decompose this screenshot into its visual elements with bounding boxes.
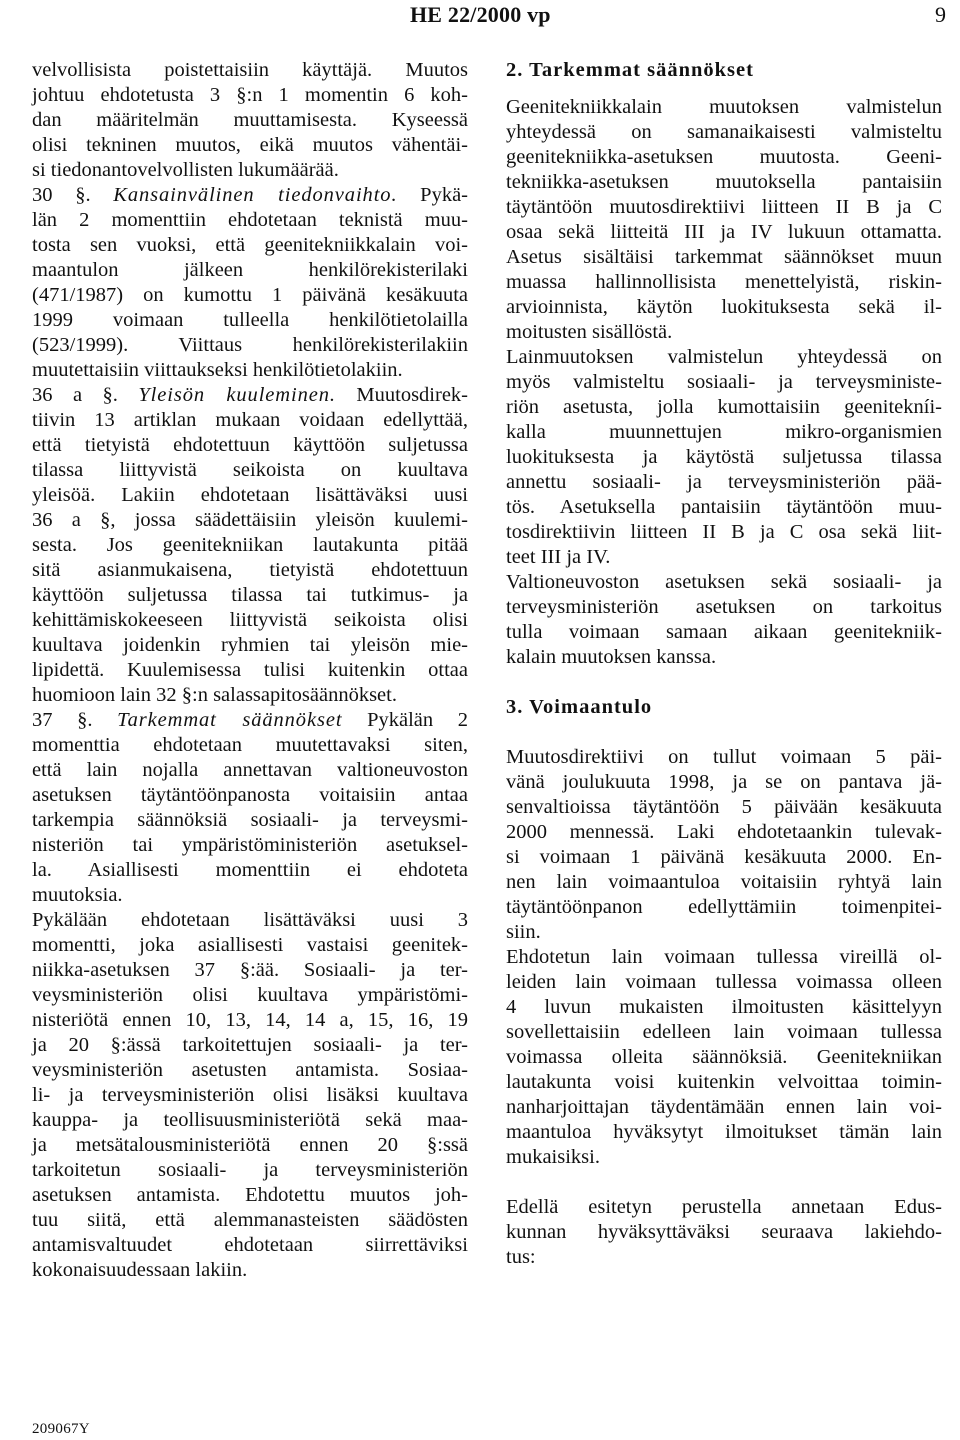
text-line: tilassa liittyvistä seikoista on kuultava <box>32 459 468 481</box>
text-line: tosta sen vuoksi, että geenitekniikkalain voi- <box>32 234 468 256</box>
section-spacer <box>506 670 942 695</box>
text-line: täytäntöönpanon edellyttämiin toimenpitei- <box>506 896 942 918</box>
text-line <box>32 708 468 733</box>
section-spacer <box>506 1170 942 1195</box>
text-line: kalain muutoksen kanssa. <box>506 646 717 668</box>
text-line: senvaltioissa täytäntöön 5 päivään kesäkuuta <box>506 796 942 818</box>
page-header <box>0 2 960 34</box>
text-line: momenttia ehdotetaan muutettavaksi siten, <box>32 734 468 756</box>
text-line: (523/1999). Viittaus henkilörekisterilakiin <box>32 334 468 356</box>
text-line: Valtioneuvoston asetuksen sekä sosiaali- ja <box>506 571 942 593</box>
text-line: nen lain voimaantuloa voitaisiin ryhtyä lain <box>506 871 942 893</box>
text-line: arvioinnista, käytön luokituksesta sekä il- <box>506 296 942 318</box>
text-line: tarkempia säännöksiä sosiaali- ja terveysmi- <box>32 809 468 831</box>
text-line: (471/1987) on kumottu 1 päivänä kesäkuuta <box>32 284 468 306</box>
print-code: 209067Y <box>32 1421 90 1437</box>
text-line: sovellettaisiin edelleen lain voimaan tullessa <box>506 1021 942 1043</box>
text-line: 2000 mennessä. Laki ehdotetaankin tulevak- <box>506 821 942 843</box>
section-spacer <box>506 83 942 95</box>
text-line: 1999 voimaan tulleella henkilötietolailla <box>32 309 468 331</box>
text-line: että tietyistä ehdotettuun käyttöön suljetussa <box>32 434 468 456</box>
text-line: velvollisista poistettaisiin käyttäjä. Muutos <box>32 59 468 81</box>
text-line: kuultava joidenkin ryhmien tai yleisön mie- <box>32 634 468 656</box>
text-line: kokonaisuudessaan lakiin. <box>32 1259 248 1281</box>
text-line: Geenitekniikkalain muutoksen valmistelun <box>506 96 942 118</box>
text-line: veysministeriön olisi kuultava ympäristömi- <box>32 984 468 1006</box>
text-line: käyttöön suljetussa tilassa tai tutkimus- ja <box>32 584 468 606</box>
section-heading-voimaantulo: 3. Voimaantulo <box>506 696 653 718</box>
text-line: vänä joulukuuta 1998, ja se on pantava jä- <box>506 771 942 793</box>
text-line: Asetus sisältäisi tarkemmat säännökset muun <box>506 246 942 268</box>
text-line: sitä asianmukaisena, tietyistä ehdotettuun <box>32 559 468 581</box>
text-line: tosdirektiivin liitteen II B ja C osa sekä liit- <box>506 521 942 543</box>
text-line: geenitekniikka-asetuksen muutosta. Geeni- <box>506 146 942 168</box>
section-title-italic: Tarkemmat säännökset <box>117 709 343 731</box>
section-title-italic: Kansainvälinen tiedonvaihto. <box>113 184 398 206</box>
text-line: Edellä esitetyn perustella annetaan Edus- <box>506 1196 942 1218</box>
text-line: asetuksen antamista. Ehdotettu muutos joh- <box>32 1184 468 1206</box>
text-line: si tiedonantovelvollisten lukumäärää. <box>32 159 339 181</box>
text-line: leiden lain voimaan tullessa voimassa olleen <box>506 971 942 993</box>
text-line: nisteriötä ennen 10, 13, 14, 14 a, 15, 16, 19 <box>32 1009 468 1031</box>
text-line: 4 luvun mukaisten ilmoitusten käsittelyyn <box>506 996 942 1018</box>
text-line: johtuu ehdotetusta 3 §:n 1 momentin 6 koh- <box>32 84 468 106</box>
text-line: Ehdotetun lain voimaan tullessa vireillä ol- <box>506 946 942 968</box>
text-line: tarkoitetun sosiaali- ja terveysministeriön <box>32 1159 468 1181</box>
text-line: teet III ja IV. <box>506 546 611 568</box>
text-line: kunnan hyväksyttäväksi seuraava lakiehdo- <box>506 1221 942 1243</box>
text-line: yleisöä. Lakiin ehdotetaan lisättäväksi uusi <box>32 484 468 506</box>
text-segment: Pykälän 2 <box>342 709 469 731</box>
page-number: 9 <box>935 2 946 27</box>
section-heading-tarkemmat-saannokset: 2. Tarkemmat säännökset <box>506 59 754 81</box>
text-line: Pykälään ehdotetaan lisättäväksi uusi 3 <box>32 909 468 931</box>
text-line: muutettaisiin viittaukseksi henkilötietolakiin. <box>32 359 403 381</box>
right-text-column <box>506 58 942 1270</box>
text-line: momentti, joka asiallisesti vastaisi geenitek- <box>32 934 468 956</box>
left-text-column <box>32 58 468 1283</box>
text-line: kehittämiskokeeseen liittyvistä seikoista olisi <box>32 609 468 631</box>
text-line: si voimaan 1 päivänä kesäkuuta 2000. En- <box>506 846 942 868</box>
text-segment: 30 §. <box>32 184 114 206</box>
text-line: olisi tekninen muutos, eikä muutos vähentäi- <box>32 134 468 156</box>
text-line: lautakunta voisi kuitenkin velvoittaa toimin- <box>506 1071 942 1093</box>
text-line: 36 a §, jossa säädettäisiin yleisön kuulemi- <box>32 509 468 531</box>
text-line: moitusten sisällöstä. <box>506 321 673 343</box>
section-spacer <box>506 720 942 745</box>
text-line: la. Asiallisesti momenttiin ei ehdoteta <box>32 859 468 881</box>
text-line: siin. <box>506 921 541 943</box>
text-line: lipidettä. Kuulemisessa tulisi kuitenkin ottaa <box>32 659 468 681</box>
text-line: li- ja terveysministeriön olisi lisäksi kuultava <box>32 1084 468 1106</box>
text-line: kalla muunnettujen mikro-organismien <box>506 421 942 443</box>
text-line: sesta. Jos geenitekniikan lautakunta pitää <box>32 534 468 556</box>
text-line: huomioon lain 32 §:n salassapitosäännökset. <box>32 684 397 706</box>
text-line: riön asetusta, jolla kumottaisiin geenitekníi- <box>506 396 942 418</box>
text-line: osaa sekä liitteitä III ja IV lukuun ottamatta. <box>506 221 942 243</box>
text-line: maantuloa hyväksytyt ilmoitukset tämän lain <box>506 1121 942 1143</box>
text-line: dan määritelmän muuttamisesta. Kyseessä <box>32 109 468 131</box>
text-line: muutoksia. <box>32 884 123 906</box>
text-line: terveysministeriön asetuksen on tarkoitus <box>506 596 942 618</box>
text-line: myös valmisteltu sosiaali- ja terveysministe- <box>506 371 942 393</box>
text-line: tuu siitä, että alemmanasteisten säädösten <box>32 1209 468 1231</box>
text-line <box>32 383 468 408</box>
text-line: tiivin 13 artiklan mukaan voidaan edellyttää, <box>32 409 468 431</box>
text-line: yhteydessä on samanaikaisesti valmisteltu <box>506 121 942 143</box>
closing-paragraph <box>506 1195 942 1270</box>
text-line: annettu sosiaali- ja terveysministeriön pää- <box>506 471 942 493</box>
text-line: Lainmuutoksen valmistelun yhteydessä on <box>506 346 942 368</box>
text-line: maantulon jälkeen henkilörekisterilaki <box>32 259 468 281</box>
text-line: täytäntöön muutosdirektiivi liitteen II B ja C <box>506 196 942 218</box>
text-segment: 36 a §. <box>32 384 139 406</box>
text-segment: 37 §. <box>32 709 118 731</box>
text-line: asetuksen täytäntöönpanosta voitaisiin antaa <box>32 784 468 806</box>
section-3-body <box>506 745 942 1170</box>
text-line <box>32 183 468 208</box>
text-line: tulla voimaan samaan aikaan geenitekniik- <box>506 621 942 643</box>
section-title-italic: Yleisön kuuleminen. <box>138 384 336 406</box>
text-line: niikka-asetuksen 37 §:ää. Sosiaali- ja ter- <box>32 959 468 981</box>
text-line: kauppa- ja teollisuusministeriötä sekä maa- <box>32 1109 468 1131</box>
text-segment: Muutosdirek- <box>335 384 468 406</box>
text-line: Muutosdirektiivi on tullut voimaan 5 päi- <box>506 746 942 768</box>
document-identifier: HE 22/2000 vp <box>410 2 551 27</box>
text-line: län 2 momenttiin ehdotetaan teknistä muu- <box>32 209 468 231</box>
text-line: luokituksesta ja käytöstä suljetussa tilassa <box>506 446 942 468</box>
text-line: voimassa olleita säännöksiä. Geenitekniikan <box>506 1046 942 1068</box>
text-line: tös. Asetuksella pantaisiin täytäntöön muu- <box>506 496 942 518</box>
section-2-body <box>506 95 942 670</box>
text-line: veysministeriön asetusten antamista. Sosiaa- <box>32 1059 468 1081</box>
text-line: antamisvaltuudet ehdotetaan siirrettäviksi <box>32 1234 468 1256</box>
text-line: nanharjoittajan täydentämään ennen lain voi- <box>506 1096 942 1118</box>
text-line: tekniikka-asetuksen muutoksella pantaisiin <box>506 171 942 193</box>
text-line: mukaisiksi. <box>506 1146 600 1168</box>
text-line: muassa hallinnollisista menettelyistä, riskin- <box>506 271 942 293</box>
text-line: ja 20 §:ässä tarkoitettujen sosiaali- ja ter- <box>32 1034 468 1056</box>
text-segment: Pykä- <box>397 184 469 206</box>
text-line: ja metsätalousministeriötä ennen 20 §:ssä <box>32 1134 468 1156</box>
text-line: että lain nojalla annettavan valtioneuvoston <box>32 759 468 781</box>
text-line: tus: <box>506 1246 536 1268</box>
text-line: nisteriön tai ympäristöministeriön asetuksel- <box>32 834 468 856</box>
